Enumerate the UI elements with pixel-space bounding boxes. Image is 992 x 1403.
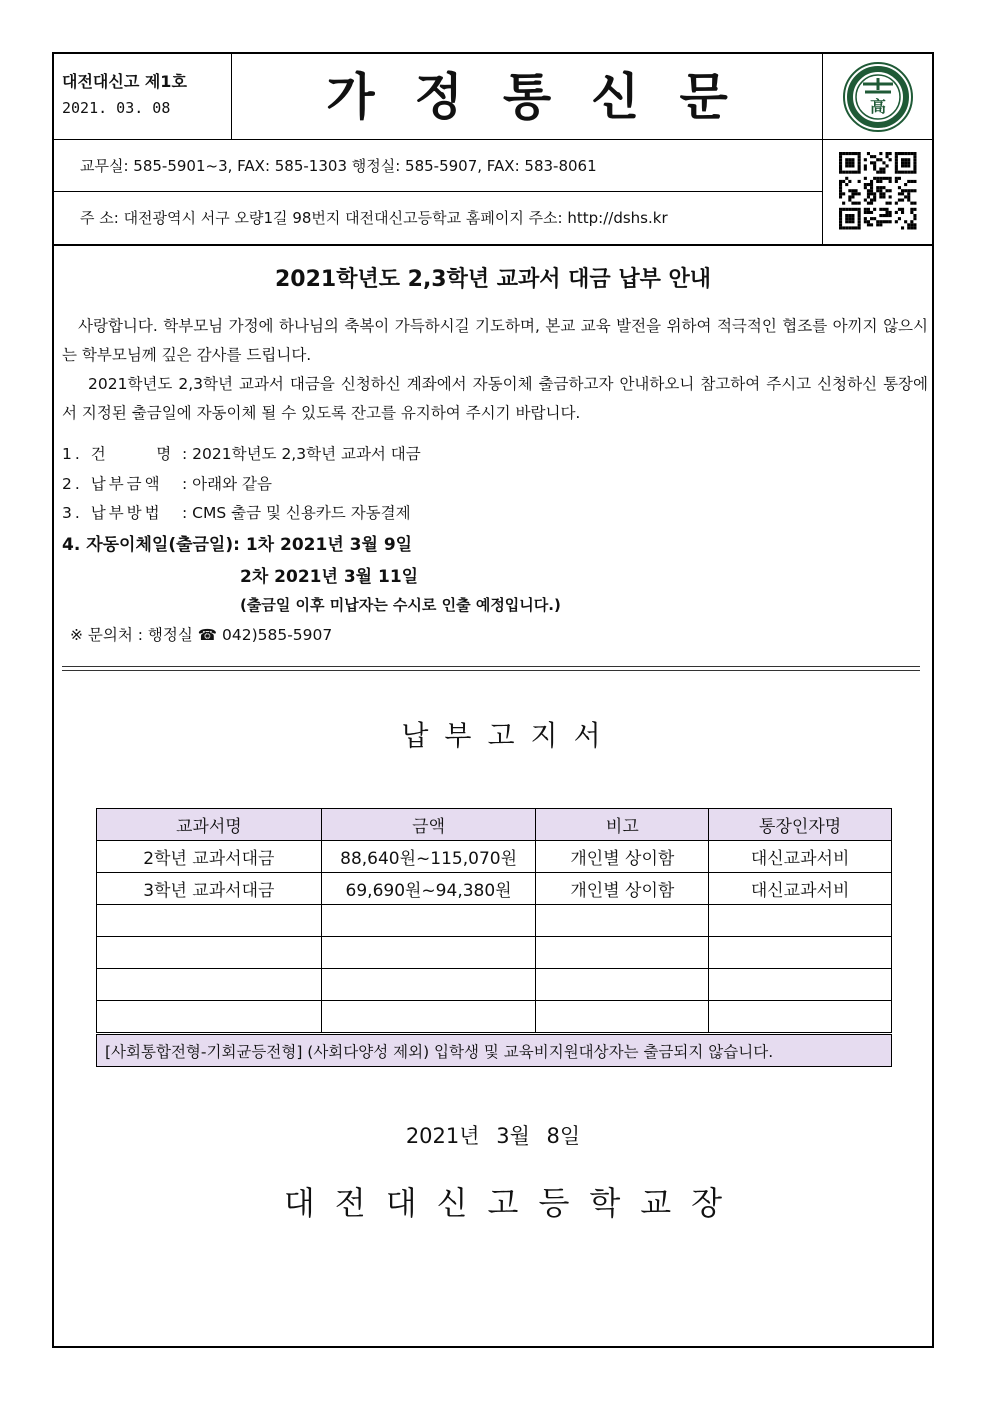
detail-label: 2. 납부금액 [62,474,163,493]
column-header: 통장인자명 [709,809,892,841]
address-info: 주 소: 대전광역시 서구 오량1길 98번지 대전대신고등학교 홈페이지 주소: http://dshs.kr [80,209,668,227]
table-row [97,873,892,905]
header [54,54,932,244]
document-date: 2021년 3월 8일 [405,1124,581,1148]
table-cell: 3학년 교과서대금 [97,873,322,905]
column-header: 금액 [321,809,536,841]
table-row-empty [97,969,892,1001]
table-row [97,841,892,873]
issue-number: 대전대신고 제1호 [62,72,187,91]
table-cell: 2학년 교과서대금 [97,841,322,873]
issue-date: 2021. 03. 08 [62,99,171,117]
debit-note: (출금일 이후 미납자는 수시로 인출 예정입니다.) [240,595,561,614]
detail-item [62,499,561,529]
double-divider [62,666,920,671]
table-row-empty [97,937,892,969]
bill-title: 납부고지서 [401,719,617,752]
newsletter-frame [52,52,934,1348]
greeting-paragraph: 사랑합니다. 학부모님 가정에 하나님의 축복이 가득하시길 기도하며, 본교 교육 발전을 위하여 적극적인 협조를 아끼지 않으시는 학부모님께 깊은 감사를 드립니다. [62,317,928,364]
table-note-row [97,1034,892,1067]
column-header: 비고 [536,809,709,841]
principal-signature: 대전대신고등학교장 [283,1184,743,1222]
detail-label: 3. 납부방법 [62,504,163,522]
detail-label: 1. 건 명 [62,445,175,463]
table-cell: 88,640원~115,070원 [321,841,536,873]
fee-table [96,808,892,1067]
payment-details [62,440,561,650]
emblem-text: 高 [869,97,887,116]
table-cell: 개인별 상이함 [536,873,709,905]
debit-date-first: 1차 2021년 3월 9일 [245,534,413,555]
notice-heading: 2021학년도 2,3학년 교과서 대금 납부 안내 [274,267,712,292]
detail-value: : 2021학년도 2,3학년 교과서 대금 [182,445,421,463]
guide-paragraph: 2021학년도 2,3학년 교과서 대금을 신청하신 계좌에서 자동이체 출금하고자 안내하오니 참고하여 주시고 신청하신 통장에서 지정된 출금일에 자동이체 될 수 있도록 잔고를 유지하여 주시기 바랍니다. [62,375,928,422]
detail-item [62,440,561,470]
column-header: 교과서명 [97,809,322,841]
header-divider [54,244,932,246]
table-cell: 개인별 상이함 [536,841,709,873]
debit-date-label: 4. 자동이체일(출금일): [62,534,240,555]
debit-date-item [62,529,561,561]
exemption-note: [사회통합전형-기회균등전형] (사회다양성 제외) 입학생 및 교육비지원대상자는 출금되지 않습니다. [97,1034,892,1067]
inquiry-info: ※ 문의처 : 행정실 ☎ 042)585-5907 [70,625,333,644]
qr-code-icon[interactable] [822,140,932,244]
school-emblem-icon [822,54,932,140]
table-cell: 대신교과서비 [709,873,892,905]
issue-info [54,54,232,140]
table-header-row [97,809,892,841]
table-cell: 69,690원~94,380원 [321,873,536,905]
page-title: 가정통신문 [232,54,822,140]
debit-date-second: 2차 2021년 3월 11일 [240,566,419,587]
table-cell: 대신교과서비 [709,841,892,873]
contact-info: 교무실: 585-5901~3, FAX: 585-1303 행정실: 585-5907, FAX: 583-8061 [54,140,822,192]
detail-item [62,470,561,500]
detail-value: : CMS 출금 및 신용카드 자동결제 [182,504,411,522]
table-row-empty [97,1001,892,1034]
table-row-empty [97,905,892,937]
detail-value: : 아래와 같음 [182,474,272,493]
